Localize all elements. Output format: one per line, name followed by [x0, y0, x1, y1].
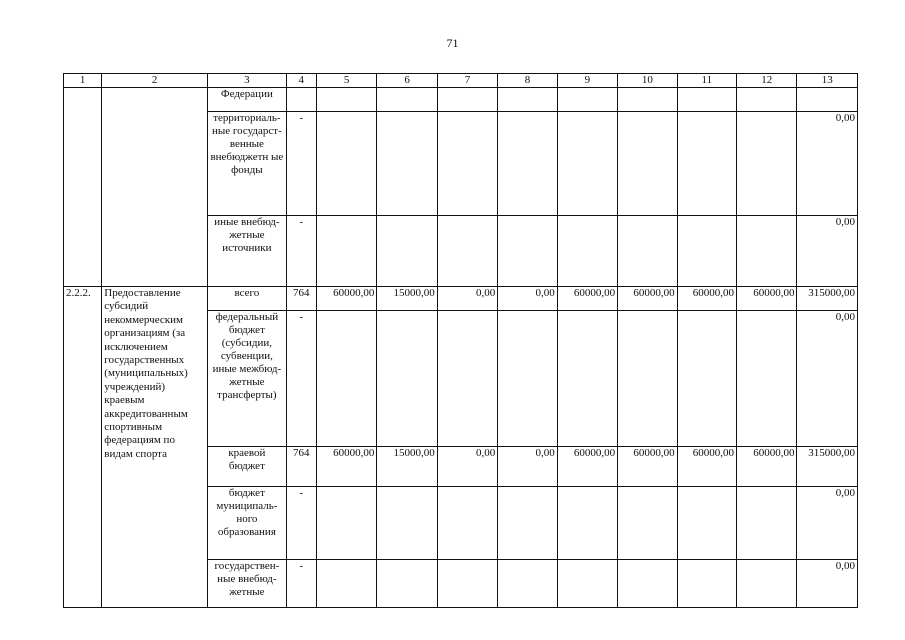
source-cell: федеральный бюджет (субсидии, субвенции, иные межбюд-жетные трансферты)	[208, 311, 287, 447]
code-cell: -	[286, 112, 316, 216]
value-cell: 0,00	[437, 447, 497, 487]
header-cell: 11	[677, 74, 736, 88]
code-cell: 764	[286, 287, 316, 311]
value-cell: 60000,00	[557, 287, 617, 311]
value-cell: 60000,00	[737, 447, 797, 487]
value-cell: 60000,00	[618, 287, 677, 311]
cell-empty	[64, 88, 102, 287]
code-cell: -	[286, 216, 316, 287]
header-cell: 6	[377, 74, 437, 88]
source-cell: иные внебюд-жетные источники	[208, 216, 287, 287]
total-cell: 315000,00	[797, 287, 858, 311]
header-cell: 13	[797, 74, 858, 88]
table-row	[64, 88, 858, 112]
total-cell: 0,00	[797, 112, 858, 216]
code-cell: -	[286, 311, 316, 447]
value-cell: 60000,00	[316, 287, 376, 311]
table-row	[64, 287, 858, 311]
source-cell: государствен-ные внебюд-жетные	[208, 560, 287, 608]
budget-table	[63, 73, 858, 608]
code-cell: 764	[286, 447, 316, 487]
value-cell: 15000,00	[377, 447, 437, 487]
source-cell: территориаль-ные государст-венные внебюджетн ые фонды	[208, 112, 287, 216]
header-cell: 10	[618, 74, 677, 88]
header-cell: 3	[208, 74, 287, 88]
value-cell: 15000,00	[377, 287, 437, 311]
header-cell: 12	[737, 74, 797, 88]
total-cell: 0,00	[797, 487, 858, 560]
value-cell: 60000,00	[557, 447, 617, 487]
value-cell: 0,00	[498, 447, 557, 487]
source-cell: всего	[208, 287, 287, 311]
total-cell: 315000,00	[797, 447, 858, 487]
source-cell: бюджет муниципаль-ного образования	[208, 487, 287, 560]
code-cell: -	[286, 487, 316, 560]
value-cell: 0,00	[498, 287, 557, 311]
value-cell: 60000,00	[677, 447, 736, 487]
header-cell: 7	[437, 74, 497, 88]
value-cell: 60000,00	[677, 287, 736, 311]
total-cell: 0,00	[797, 216, 858, 287]
header-cell: 2	[102, 74, 208, 88]
value-cell: 60000,00	[316, 447, 376, 487]
source-cell: Федерации	[208, 88, 287, 112]
value-cell: 60000,00	[737, 287, 797, 311]
row-number: 2.2.2.	[64, 287, 102, 608]
value-cell: 60000,00	[618, 447, 677, 487]
header-cell: 4	[286, 74, 316, 88]
row-description: Предоставление субсидий некоммерческим организациям (за исключением государственных (муниципальных) учреждений) краевым аккредитованным спортивным федерациям по видам спорта	[102, 287, 208, 608]
header-cell: 5	[316, 74, 376, 88]
page-number: 71	[446, 36, 459, 50]
header-cell: 9	[557, 74, 617, 88]
header-cell: 1	[64, 74, 102, 88]
value-cell: 0,00	[437, 287, 497, 311]
header-row	[64, 74, 858, 88]
total-cell: 0,00	[797, 560, 858, 608]
total-cell: 0,00	[797, 311, 858, 447]
source-cell: краевой бюджет	[208, 447, 287, 487]
code-cell: -	[286, 560, 316, 608]
header-cell: 8	[498, 74, 557, 88]
cell-empty	[102, 88, 208, 287]
